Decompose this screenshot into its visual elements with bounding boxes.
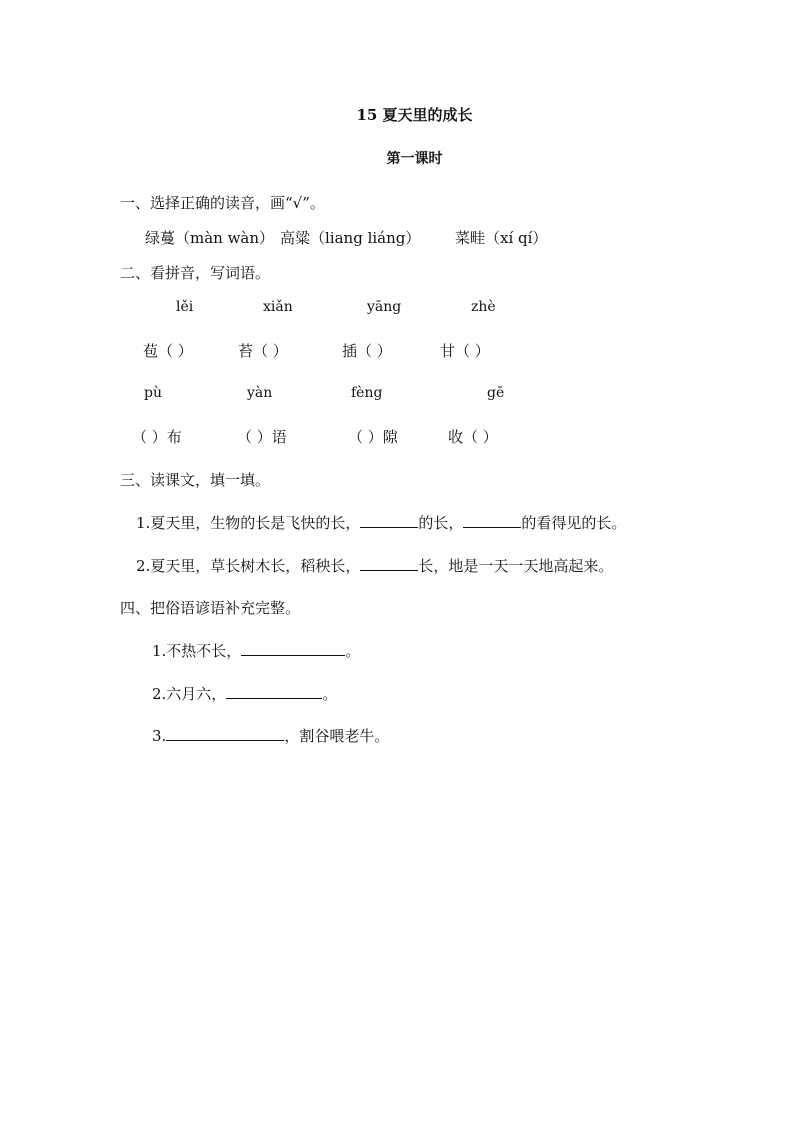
- pinyin: xiǎn: [263, 299, 293, 315]
- pinyin: gē: [487, 385, 505, 401]
- answer-blank[interactable]: [241, 641, 345, 656]
- answer-blank[interactable]: [360, 513, 418, 528]
- fill-text: 1.夏天里，生物的长是飞快的长，: [136, 514, 361, 532]
- section1-item: 高粱（liang liáng）: [280, 229, 421, 247]
- pinyin: pù: [144, 385, 162, 401]
- pinyin: fèng: [351, 385, 383, 401]
- answer-blank[interactable]: [166, 726, 284, 741]
- answer-blank[interactable]: [226, 684, 322, 699]
- fill-line-2: [136, 555, 613, 576]
- section2-heading: 二、看拼音，写词语。: [120, 264, 271, 282]
- answer-blank[interactable]: [360, 556, 418, 571]
- proverb-text: 3.: [152, 727, 167, 745]
- proverb-text: 。: [322, 685, 338, 703]
- word-blank: （ ）隙: [348, 428, 398, 446]
- page-subtitle: 第一课时: [386, 151, 443, 167]
- proverb-text: 2.六月六，: [152, 685, 227, 703]
- fill-line-1: [136, 512, 626, 533]
- page-title: 15 夏天里的成长: [356, 106, 473, 124]
- word-blank: （ ）语: [237, 428, 287, 446]
- pinyin: zhè: [471, 299, 496, 315]
- proverb-item-1: [152, 640, 360, 661]
- proverb-text: 1.不热不长，: [152, 642, 242, 660]
- pinyin: yāng: [367, 299, 402, 315]
- proverb-item-2: [152, 683, 337, 704]
- proverb-item-3: [152, 725, 389, 746]
- section4-heading: 四、把俗语谚语补充完整。: [120, 599, 301, 617]
- word-blank: （ ）布: [132, 428, 182, 446]
- fill-text: 2.夏天里，草长树木长，稻秧长，: [136, 557, 361, 575]
- word-blank: 甘（ ）: [440, 342, 490, 360]
- section1-heading: 一、选择正确的读音，画“√”。: [120, 194, 325, 212]
- word-blank: 苔（ ）: [238, 342, 288, 360]
- fill-text: 的长，: [418, 514, 464, 532]
- pinyin: lěi: [176, 299, 194, 315]
- section1-item: 菜畦（xí qí）: [455, 229, 548, 247]
- section3-heading: 三、读课文，填一填。: [120, 471, 271, 489]
- proverb-text: 。: [345, 642, 361, 660]
- fill-text: 长，地是一天一天地高起来。: [418, 557, 614, 575]
- section1-item: 绿蔓（màn wàn）: [145, 229, 275, 247]
- proverb-text: ，割谷喂老牛。: [284, 727, 390, 745]
- word-blank: 收（ ）: [448, 428, 498, 446]
- word-blank: 苞（ ）: [143, 342, 193, 360]
- fill-text: 的看得见的长。: [521, 514, 627, 532]
- word-blank: 插（ ）: [342, 342, 392, 360]
- answer-blank[interactable]: [463, 513, 521, 528]
- pinyin: yàn: [247, 385, 273, 401]
